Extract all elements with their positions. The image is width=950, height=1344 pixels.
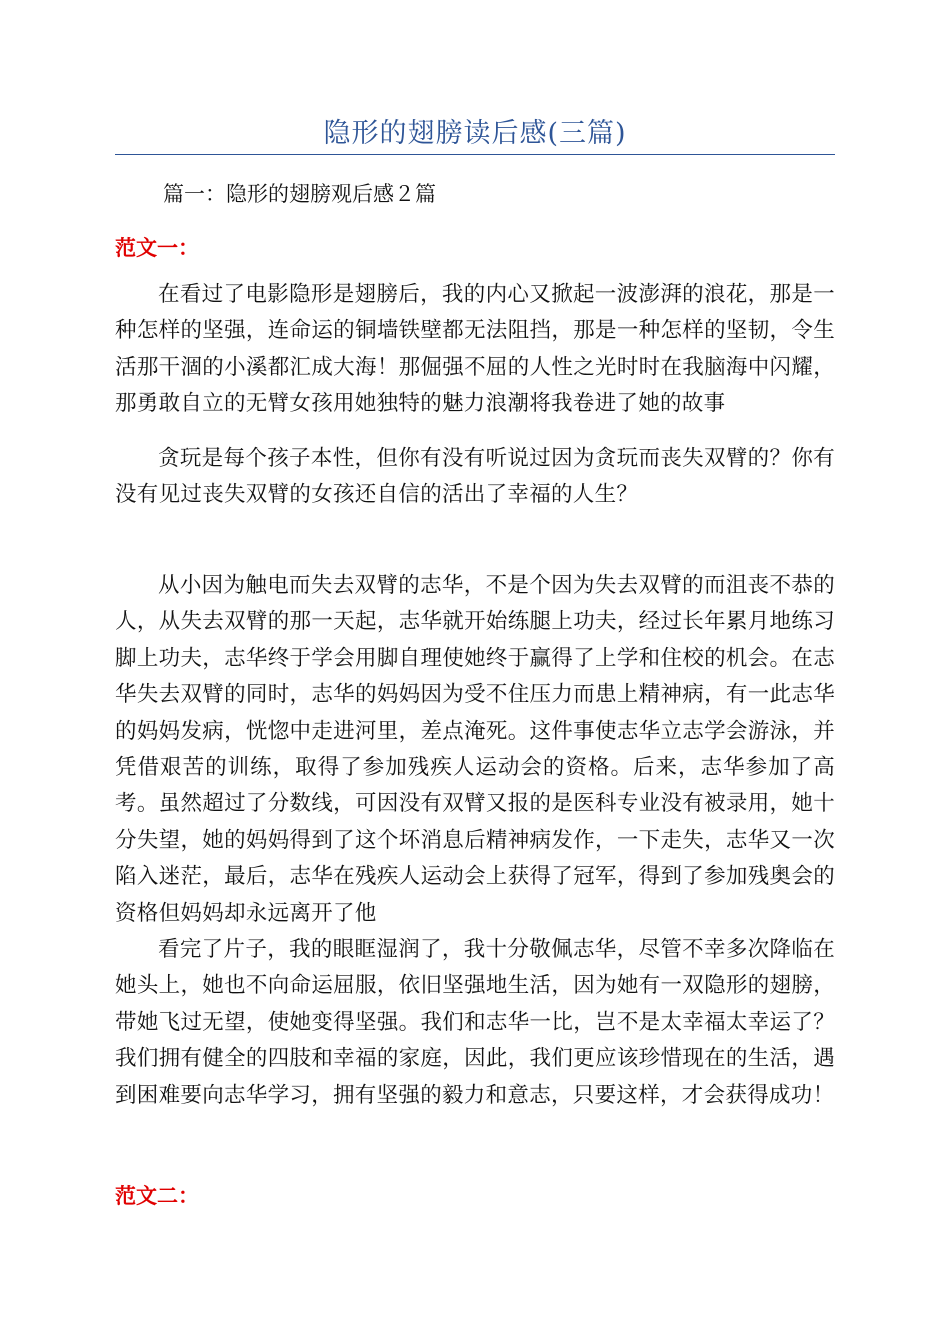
title-underline-rule <box>115 154 835 155</box>
section-heading-2: 范文二： <box>115 1184 199 1208</box>
paragraph-4: 看完了片子，我的眼眶湿润了，我十分敬佩志华，尽管不幸多次降临在她头上，她也不向命运屈服，依旧坚强地生活，因为她有一双隐形的翅膀，带她飞过无望，使她变得坚强。我们和志华一比，岂不是太幸福太幸运了？我们拥有健全的四肢和幸福的家庭，因此，我们更应该珍惜现在的生活，遇到困难要向志华学习，拥有坚强的毅力和意志，只要这样，才会获得成功！ <box>115 937 835 1108</box>
paragraph-1: 在看过了电影隐形是翅膀后，我的内心又掀起一波澎湃的浪花，那是一种怎样的坚强，连命运的铜墙铁壁都无法阻挡，那是一种怎样的坚韧，令生活那干涸的小溪都汇成大海！那倔强不屈的人性之光时时在我脑海中闪耀，那勇敢自立的无臂女孩用她独特的魅力浪潮将我卷进了她的故事 <box>115 282 835 417</box>
document-subheading: 篇一：隐形的翅膀观后感２篇 <box>163 182 436 206</box>
paragraph-2: 贪玩是每个孩子本性，但你有没有听说过因为贪玩而丧失双臂的？你有没有见过丧失双臂的女孩还自信的活出了幸福的人生？ <box>115 446 835 508</box>
section-heading-1: 范文一： <box>115 236 199 260</box>
paragraph-3: 从小因为触电而失去双臂的志华，不是个因为失去双臂的而沮丧不恭的人，从失去双臂的那一天起，志华就开始练腿上功夫，经过长年累月地练习脚上功夫，志华终于学会用脚自理使她终于赢得了上学和住校的机会。在志华失去双臂的同时，志华的妈妈因为受不住压力而患上精神病，有一此志华的妈妈发病，恍惚中走进河里，差点淹死。这件事使志华立志学会游泳，并凭借艰苦的训练，取得了参加残疾人运动会的资格。后来，志华参加了高考。虽然超过了分数线，可因没有双臂又报的是医科专业没有被录用，她十分失望，她的妈妈得到了这个坏消息后精神病发作，一下走失，志华又一次陷入迷茫，最后，志华在残疾人运动会上获得了冠军，得到了参加残奥会的资格但妈妈却永远离开了他 <box>115 573 835 926</box>
document-title: 隐形的翅膀读后感(三篇) <box>323 118 627 149</box>
